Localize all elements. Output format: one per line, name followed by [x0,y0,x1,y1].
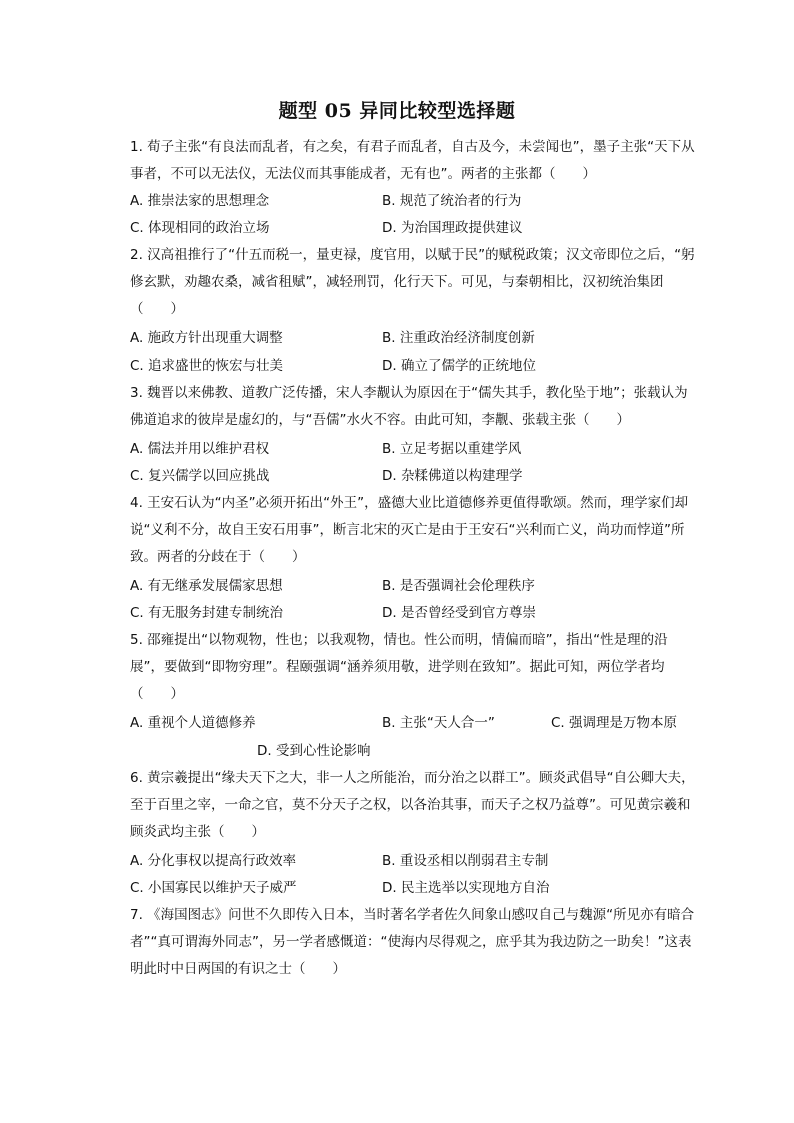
question-2-option-d: D. 确立了儒学的正统地位 [382,358,536,374]
question-6-option-b: B. 重设丞相以削弱君主专制 [382,853,549,869]
question-6-option-a: A. 分化事权以提高行政效率 [130,853,297,869]
page-title: 题型 05 异同比较型选择题 [278,100,516,122]
question-6-option-c: C. 小国寡民以维护天子威严 [130,880,297,896]
question-5-stem: 5. 邵雍提出“以物观物，性也；以我观物，情也。性公而明，情偏而暗”，指出“性是理的沿展”，要做到“即物穷理”。程颐强调“涵养须用敬，进学则在致知”。据此可知，两位学者均（ ） [130,632,668,702]
question-2-option-a: A. 施政方针出现重大调整 [130,330,283,346]
question-1-option-d: D. 为治国理政提供建议 [382,220,523,236]
question-3-option-d: D. 杂糅佛道以构建理学 [382,468,523,484]
question-6-option-d: D. 民主选举以实现地方自治 [382,880,550,896]
question-4-option-a: A. 有无继承发展儒家思想 [130,578,283,594]
question-1-option-a: A. 推崇法家的思想理念 [130,193,270,209]
question-2-stem: 2. 汉高祖推行了“什五而税一，量吏禄，度官用，以赋于民”的赋税政策；汉文帝即位之后，“躬修玄默，劝趣农桑，减省租赋”，减轻刑罚，化行天下。可见，与秦朝相比，汉初统治集团（ ） [130,247,695,317]
question-2-option-b: B. 注重政治经济制度创新 [382,330,535,346]
question-4-option-c: C. 有无服务封建专制统治 [130,605,284,621]
question-1-option-b: B. 规范了统治者的行为 [382,193,522,209]
question-5-option-c: C. 强调理是万物本原 [551,715,678,731]
question-1-stem: 1. 荀子主张“有良法而乱者，有之矣，有君子而乱者，自古及今，未尝闻也”，墨子主张“天下从事者，不可以无法仪，无法仪而其事能成者，无有也”。两者的主张都（ ） [130,139,695,182]
question-6-stem: 6. 黄宗羲提出“缘夫天下之大，非一人之所能治，而分治之以群工”。顾炎武倡导“自公卿大夫，至于百里之宰，一命之官，莫不分天子之权，以各治其事，而天子之权乃益尊”。可见黄宗羲和顾炎武均主张（ ） [130,770,695,840]
question-2-option-c: C. 追求盛世的恢宏与壮美 [130,358,284,374]
question-4-stem: 4. 王安石认为“内圣”必须开拓出“外王”，盛德大业比道德修养更值得歌颂。然而，理学家们却说“义利不分，故自王安石用事”，断言北宋的灭亡是由于王安石“兴利而亡义，尚功而悖道”所致。两者的分歧在于（ ） [130,495,689,565]
question-3-stem: 3. 魏晋以来佛教、道教广泛传播，宋人李觏认为原因在于“儒失其手，教化坠于地”；张载认为佛道追求的彼岸是虚幻的，与“吾儒”水火不容。由此可知，李觏、张载主张（ ） [130,385,688,428]
question-3-option-b: B. 立足考据以重建学风 [382,441,522,457]
question-4-option-b: B. 是否强调社会伦理秩序 [382,578,535,594]
question-7-stem: 7. 《海国图志》问世不久即传入日本，当时著名学者佐久间象山感叹自己与魏源“所见亦有暗合者”“真可谓海外同志”，另一学者感慨道：“使海内尽得观之，庶乎其为我边防之一助矣！”这表明此时中日两国的有识之士（ ） [130,907,695,977]
question-3-option-c: C. 复兴儒学以回应挑战 [130,468,270,484]
question-3-option-a: A. 儒法并用以维护君权 [130,441,270,457]
question-5-option-b: B. 主张“天人合一” [382,715,495,731]
question-5-option-a: A. 重视个人道德修养 [130,715,256,731]
question-5-option-d: D. 受到心性论影响 [257,743,371,759]
question-4-option-d: D. 是否曾经受到官方尊崇 [382,605,536,621]
question-1-option-c: C. 体现相同的政治立场 [130,220,270,236]
